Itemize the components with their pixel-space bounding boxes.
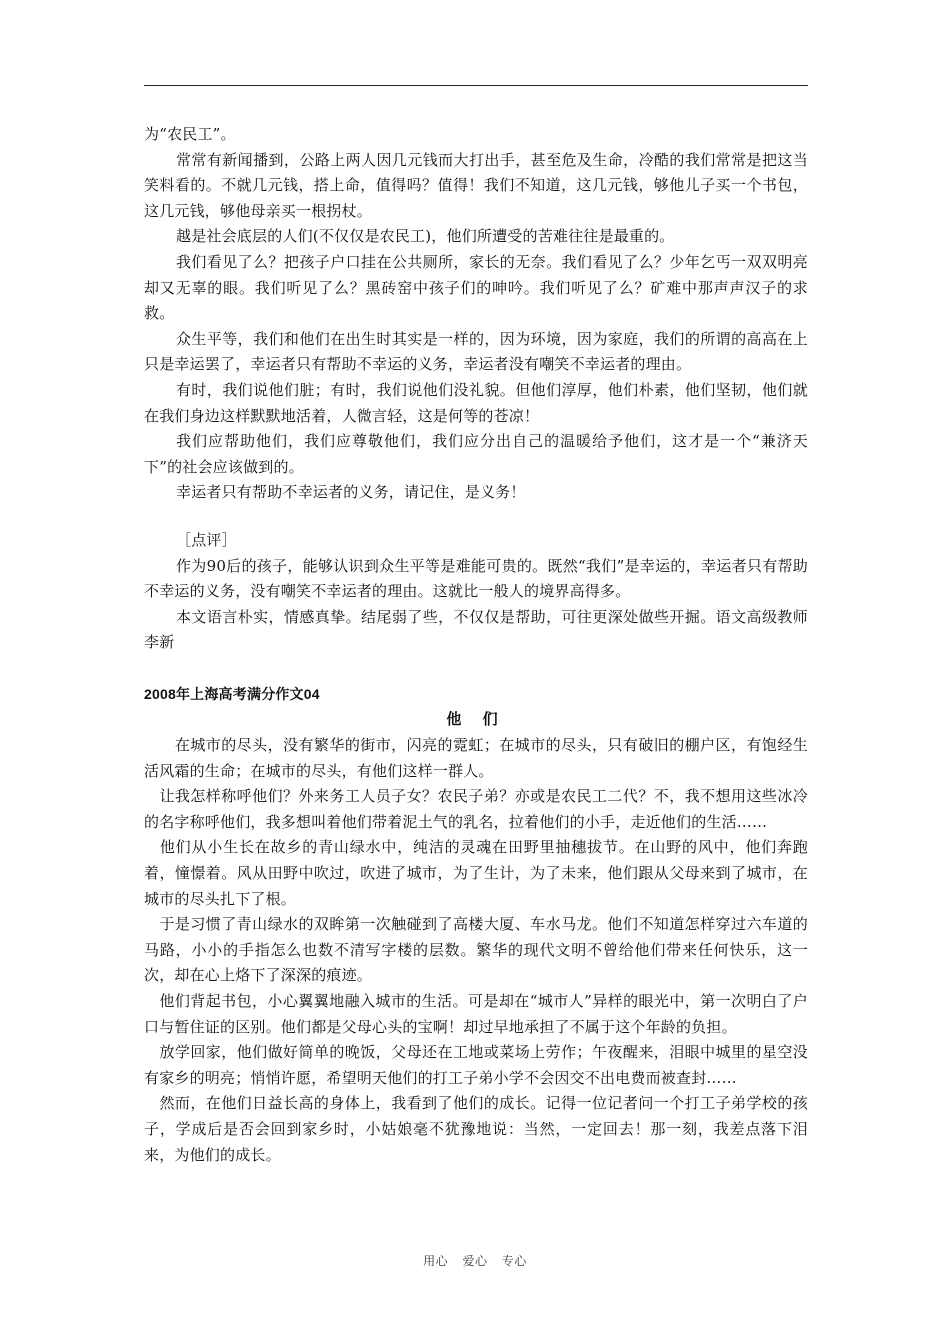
essay-paragraph: 放学回家，他们做好简单的晚饭，父母还在工地或菜场上劳作；午夜醒来，泪眼中城里的星空没有家乡的明亮；悄悄许愿，希望明天他们的打工子弟小学不会因交不出电费而被查封…… — [144, 1043, 808, 1087]
paragraph: 常常有新闻播到，公路上两人因几元钱而大打出手，甚至危及生命，冷酷的我们常常是把这当笑料看的。不就几元钱，搭上命，值得吗？值得！我们不知道，这几元钱，够他儿子买一个书包，这几元钱，够他母亲买一根拐杖。 — [144, 150, 808, 220]
paragraph: 众生平等，我们和他们在出生时其实是一样的，因为环境，因为家庭，我们的所谓的高高在上只是幸运罢了，幸运者只有帮助不幸运的义务，幸运者没有嘲笑不幸运者的理由。 — [144, 329, 808, 374]
essay-heading: 2008年上海高考满分作文04 — [144, 685, 320, 702]
paragraph: 我们应帮助他们，我们应尊敬他们，我们应分出自己的温暖给予他们，这才是一个“兼济天下”的社会应该做到的。 — [144, 432, 808, 476]
essay-paragraph: 他们背起书包，小心翼翼地融入城市的生活。可是却在“城市人”异样的眼光中，第一次明白了户口与暂住证的区别。他们都是父母心头的宝啊！却过早地承担了不属于这个年龄的负担。 — [144, 992, 808, 1036]
paragraph: 幸运者只有帮助不幸运者的义务，请记住，是义务！ — [176, 483, 526, 502]
comment-label: ［点评］ — [176, 530, 237, 549]
essay-paragraph: 让我怎样称呼他们？外来务工人员子女？农民子弟？亦或是农民工二代？不，我不想用这些冰冷的名字称呼他们，我多想叫着他们带着泥土气的乳名，拉着他们的小手，走近他们的生活…… — [144, 787, 808, 831]
essay-paragraph: 在城市的尽头，没有繁华的街市，闪亮的霓虹；在城市的尽头，只有破旧的棚户区，有饱经生活风霜的生命；在城市的尽头，有他们这样一群人。 — [144, 736, 808, 780]
essay-title: 他 们 — [446, 710, 506, 729]
document-body — [144, 122, 808, 1168]
page-footer: 用心 爱心 专心 — [423, 1254, 527, 1268]
essay-paragraph: 然而，在他们日益长高的身体上，我看到了他们的成长。记得一位记者问一个打工子弟学校的孩子，学成后是否会回到家乡时，小姑娘毫不犹豫地说：当然，一定回去！那一刻，我差点落下泪来，为他们的成长。 — [144, 1094, 808, 1164]
spacer — [144, 506, 808, 528]
essay-paragraph: 于是习惯了青山绿水的双眸第一次触碰到了高楼大厦、车水马龙。他们不知道怎样穿过六车道的马路，小小的手指怎么也数不清写字楼的层数。繁华的现代文明不曾给他们带来任何快乐，这一次，却在心上烙下了深深的痕迹。 — [144, 915, 808, 985]
header-rule — [144, 85, 808, 86]
paragraph: 为“农民工”。 — [144, 125, 236, 143]
comment-paragraph: 本文语言朴实，情感真挚。结尾弱了些，不仅仅是帮助，可往更深处做些开掘。语文高级教师李新 — [144, 607, 808, 652]
spacer — [144, 656, 808, 682]
paragraph: 越是社会底层的人们(不仅仅是农民工)，他们所遭受的苦难往往是最重的。 — [176, 227, 675, 246]
essay-paragraph: 他们从小生长在故乡的青山绿水中，纯洁的灵魂在田野里抽穗拔节。在山野的风中，他们奔跑着，憧憬着。风从田野中吹过，吹进了城市，为了生计，为了未来，他们跟从父母来到了城市，在城市的尽头扎下了根。 — [144, 838, 808, 908]
comment-paragraph: 作为90后的孩子，能够认识到众生平等是难能可贵的。既然“我们”是幸运的，幸运者只有帮助不幸运的义务，没有嘲笑不幸运者的理由。这就比一般人的境界高得多。 — [144, 556, 808, 601]
paragraph: 我们看见了么？把孩子户口挂在公共厕所，家长的无奈。我们看见了么？少年乞丐一双双明亮却又无辜的眼。我们听见了么？黑砖窑中孩子们的呻吟。我们听见了么？矿难中那声声汉子的求救。 — [144, 252, 808, 323]
paragraph: 有时，我们说他们脏；有时，我们说他们没礼貌。但他们淳厚，他们朴素，他们坚韧，他们就在我们身边这样默默地活着，人微言轻，这是何等的苍凉！ — [144, 380, 808, 425]
